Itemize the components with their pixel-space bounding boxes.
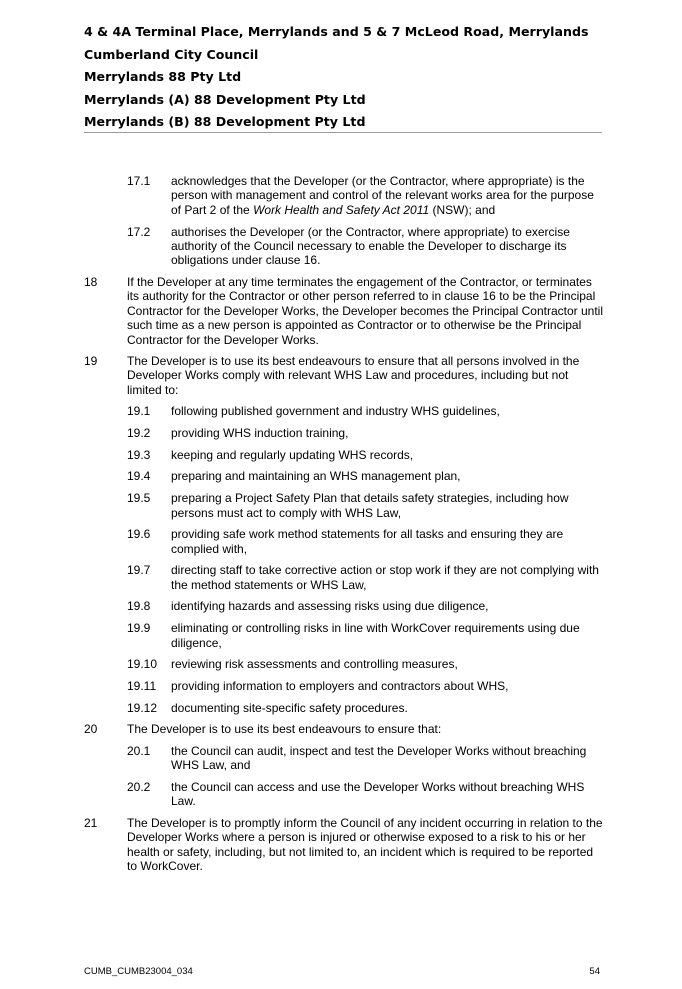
clause-text: The Developer is to use its best endeavours to ensure that all persons involved in the Developer Works comply with relevant WHS Law and procedures, including but not limited to: (127, 354, 580, 397)
footer-doc-ref: CUMB_CUMB23004_034 (84, 966, 193, 977)
clause-text: directing staff to take corrective action or stop work if they are not complying with the method statements or WHS Law, (171, 563, 599, 592)
clause-17-1 (84, 174, 604, 217)
clause-number: 19.8 (127, 599, 151, 614)
header-line-party-1: Merrylands 88 Pty Ltd (84, 69, 242, 84)
clause-18 (84, 275, 604, 347)
clause-19-3 (84, 448, 604, 462)
clause-text: identifying hazards and assessing risks using due diligence, (171, 599, 489, 614)
header-line-party-3: Merrylands (B) 88 Development Pty Ltd (84, 114, 366, 129)
clause-19-4 (84, 469, 604, 483)
clause-20 (84, 722, 604, 736)
header-divider (84, 132, 602, 133)
clause-text-pre: acknowledges that the Developer (or the Contractor, where appropriate) is the person with management and control of the relevant works area for the purpose of Part 2 of the (171, 174, 594, 217)
clause-text: the Council can audit, inspect and test the Developer Works without breaching WHS Law, and (171, 743, 587, 773)
clause-number: 17.1 (127, 174, 151, 188)
clause-number: 19.1 (127, 404, 151, 419)
clause-text: preparing a Project Safety Plan that details safety strategies, including how persons must act to comply with WHS Law, (171, 491, 569, 520)
clause-number: 19.9 (127, 621, 151, 636)
clause-number: 19.10 (127, 657, 158, 672)
clause-17-2 (84, 225, 604, 268)
footer-page-number: 54 (589, 966, 600, 977)
clause-text: providing information to employers and contractors about WHS, (171, 678, 509, 693)
clause-number: 19.12 (127, 700, 158, 715)
clause-text: eliminating or controlling risks in line with WorkCover requirements using due diligence, (171, 621, 580, 650)
clause-number: 19.11 (127, 678, 157, 693)
document-body (84, 174, 604, 881)
clause-text: The Developer is to use its best endeavours to ensure that: (127, 722, 442, 737)
clause-number: 19.5 (127, 491, 151, 506)
clause-number: 20 (84, 722, 98, 737)
clause-text: If the Developer at any time terminates the engagement of the Contractor, or terminates its authority for the Contractor or other person referred to in clause 16 to be the Principal Contractor for the Developer Works, the Developer becomes the Principal Contractor until such time as a new person is appointed as Contractor or to otherwise be the Principal Contractor for the Developer Works. (127, 275, 603, 347)
clause-text: keeping and regularly updating WHS records, (171, 447, 414, 462)
clause-number: 18 (84, 275, 98, 290)
clause-19-2 (84, 426, 604, 440)
clause-number: 19.3 (127, 447, 151, 462)
clause-text: preparing and maintaining an WHS management plan, (171, 469, 461, 484)
act-title: Work Health and Safety Act 2011 (253, 202, 430, 217)
clause-19-12 (84, 701, 604, 715)
clause-text: the Council can access and use the Developer Works without breaching WHS Law. (171, 779, 585, 809)
clause-text: authorises the Developer (or the Contractor, where appropriate) to exercise authority of the Council necessary to enable the Developer to discharge its obligations under clause 16. (171, 224, 570, 268)
clause-19 (84, 354, 604, 397)
clause-number: 19 (84, 354, 98, 369)
clause-19-9 (84, 621, 604, 650)
clause-19-1 (84, 404, 604, 418)
clause-19-10 (84, 657, 604, 671)
clause-text: The Developer is to promptly inform the Council of any incident occurring in relation to the Developer Works where a person is injured or otherwise exposed to a risk to his or her health or safety, including, but not limited to, an incident which is required to be reported to WorkCover. (127, 815, 603, 874)
clause-19-6 (84, 527, 604, 556)
clause-19-11 (84, 679, 604, 693)
header-line-party-2: Merrylands (A) 88 Development Pty Ltd (84, 91, 366, 107)
clause-number: 20.2 (127, 779, 151, 794)
header-line-council: Cumberland City Council (84, 46, 259, 62)
clause-20-2 (84, 780, 604, 809)
clause-number: 19.7 (127, 563, 151, 578)
clause-19-5 (84, 491, 604, 520)
clause-text: documenting site-specific safety procedures. (171, 700, 408, 715)
clause-number: 19.2 (127, 425, 151, 440)
clause-number: 17.2 (127, 224, 151, 239)
clause-number: 21 (84, 815, 98, 830)
clause-text-post: (NSW); and (429, 202, 496, 217)
clause-number: 19.4 (127, 469, 151, 484)
header-line-address: 4 & 4A Terminal Place, Merrylands and 5 & 7 McLeod Road, Merrylands (84, 24, 589, 39)
clause-text: reviewing risk assessments and controlling measures, (171, 657, 458, 672)
clause-number: 20.1 (127, 743, 151, 758)
clause-21 (84, 816, 604, 874)
clause-text: following published government and industry WHS guidelines, (171, 404, 500, 419)
clause-text (171, 174, 594, 217)
clause-number: 19.6 (127, 527, 151, 542)
clause-20-1 (84, 744, 604, 773)
document-header (84, 22, 602, 135)
clause-text: providing safe work method statements for all tasks and ensuring they are complied with, (171, 527, 564, 556)
clause-19-8 (84, 599, 604, 613)
clause-19-7 (84, 563, 604, 592)
clause-text: providing WHS induction training, (171, 425, 349, 440)
